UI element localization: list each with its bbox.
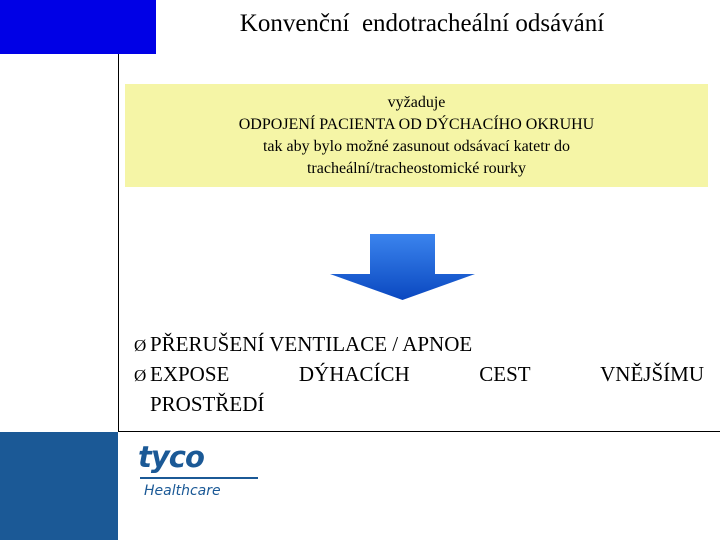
bullet-arrow-icon: Ø [134, 336, 147, 355]
note-line: ODPOJENÍ PACIENTA OD DÝCHACÍHO OKRUHU [238, 115, 595, 133]
bullet-continuation: PROSTŘEDÍ [150, 392, 265, 416]
bullet-item [134, 360, 704, 390]
note-line: tak aby bylo možné zasunout odsávací katetr do [262, 137, 570, 155]
bullet-word: EXPOSE [150, 362, 230, 386]
note-line: vyžaduje [387, 93, 446, 111]
down-arrow-shape [330, 234, 475, 300]
note-box [125, 84, 708, 187]
bullet-word: DÝHACÍCH [298, 362, 410, 386]
bullet-arrow-icon: Ø [134, 366, 147, 385]
bottom-divider [118, 431, 720, 432]
side-bar [0, 432, 118, 540]
bullet-text [150, 360, 704, 388]
note-line: tracheální/tracheostomické rourky [306, 159, 526, 177]
logo-rule [140, 477, 258, 479]
corner-block [0, 0, 156, 54]
logo-wordmark: tyco [138, 440, 204, 474]
bullet-word: CEST [479, 362, 531, 386]
slide-title-text: Konvenční endotracheální odsávání [239, 10, 605, 37]
bullet-item [134, 330, 704, 360]
tyco-logo [138, 440, 262, 502]
bullet-list [134, 330, 704, 418]
bullet-word: VNĚJŠÍMU [600, 362, 704, 386]
left-divider [118, 54, 119, 432]
down-arrow-icon [330, 234, 475, 300]
logo-subtitle: Healthcare [144, 483, 221, 499]
slide-title [156, 8, 720, 40]
bullet-text: PŘERUŠENÍ VENTILACE / APNOE [150, 332, 473, 356]
